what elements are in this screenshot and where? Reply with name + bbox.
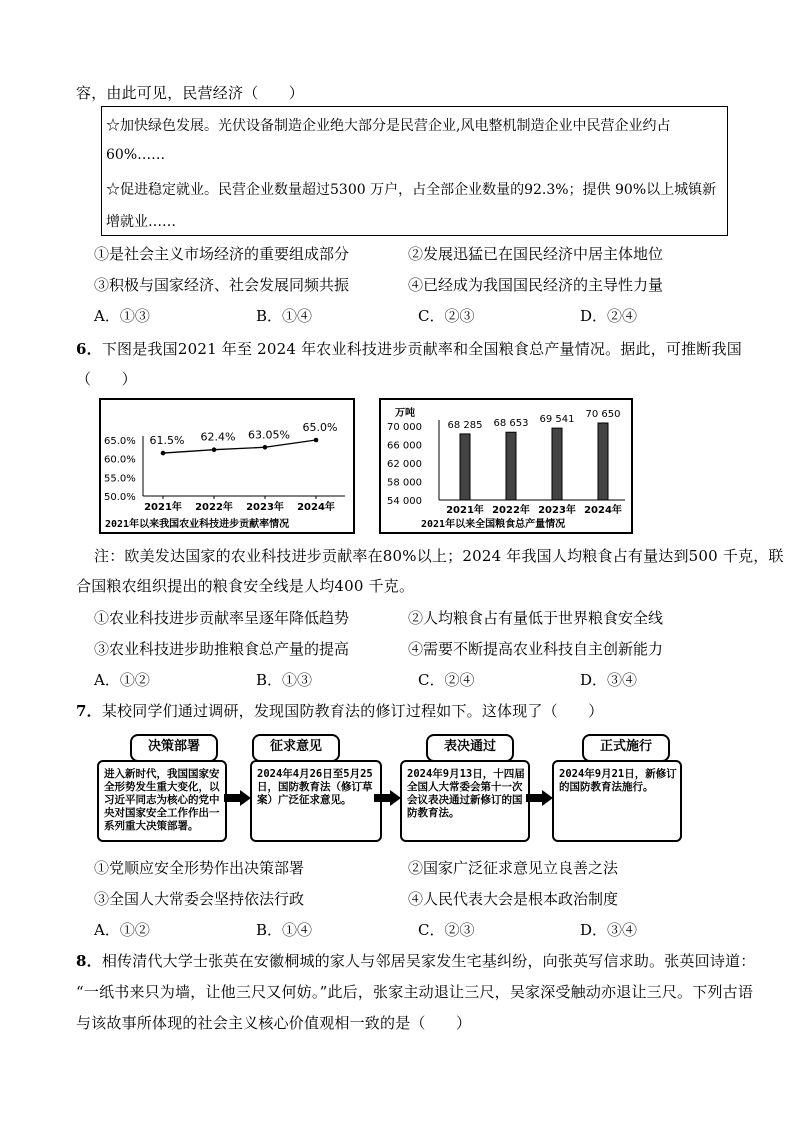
q7-choice-d[interactable]: D．③④ — [580, 921, 638, 939]
q6-statement: ③农业科技进步助推粮食总产量的提高 — [94, 640, 350, 658]
q6-choice-d[interactable]: D．③④ — [580, 671, 638, 689]
flow-title-consultation: 征求意见 — [252, 734, 340, 762]
q7-stem — [76, 700, 603, 721]
q6-number: 6． — [76, 340, 102, 358]
x-tick-label: 2023年 — [538, 505, 576, 516]
x-tick-label: 2024年 — [584, 505, 622, 516]
y-tick-label: 58 000 — [387, 477, 422, 489]
q7-choice-b[interactable]: B．①④ — [256, 921, 313, 939]
q8-number: 8． — [76, 952, 102, 970]
bar — [598, 423, 608, 500]
x-tick-label: 2021年 — [446, 505, 484, 516]
q8-line1: 相传清代大学士张英在安徽桐城的家人与邻居吴家发生宅基纠纷，向张英写信求助。张英回诗道： — [101, 952, 756, 970]
q5-material-box — [101, 106, 728, 236]
flow-text-consultation: 2024年4月26日至5月25日，国防教育法（修订草案）广泛征求意见。 — [257, 768, 373, 806]
x-tick-label: 2024年 — [297, 502, 335, 513]
x-tick-label: 2022年 — [195, 502, 233, 513]
data-label: 68 285 — [447, 419, 483, 431]
grain-output-chart — [379, 398, 633, 534]
q7-stem-text: 某校同学们通过调研，发现国防教育法的修订过程如下。这体现了（ ） — [101, 702, 604, 720]
chart-title: 2021年以来我国农业科技进步贡献率情况 — [105, 519, 290, 530]
y-tick-label: 62 000 — [387, 459, 422, 470]
q5-statement: ②发展迅猛已在国民经济中居主体地位 — [408, 245, 664, 263]
q7-number: 7． — [76, 702, 102, 720]
contribution-rate-svg — [101, 400, 353, 532]
q5-statement: ④已经成为我国国民经济的主导性力量 — [408, 276, 664, 294]
data-label: 69 541 — [539, 414, 575, 426]
flow-text-decision: 进入新时代，我国国家安全形势发生重大变化，以习近平同志为核心的党中央对国家安全工作作出一系列重大决策部署。 — [104, 768, 220, 832]
q6-stem-text: 下图是我国2021 年至 2024 年农业科技进步贡献率和全国粮食总产量情况。据此，可推断我国 — [101, 340, 742, 358]
y-tick-label: 55.0% — [104, 473, 136, 485]
q5-choice-b[interactable]: B．①④ — [256, 307, 313, 325]
bar — [506, 432, 516, 500]
y-tick-label: 70 000 — [387, 422, 422, 433]
data-label: 68 653 — [493, 418, 529, 430]
q5-choice-a[interactable]: A．①③ — [94, 307, 150, 325]
data-label: 61.5% — [149, 434, 185, 448]
flow-title-decision: 决策部署 — [130, 734, 218, 762]
q7-statement: ②国家广泛征求意见立良善之法 — [408, 859, 619, 877]
q6-statement: ①农业科技进步贡献率呈逐年降低趋势 — [94, 609, 350, 627]
q7-statement: ④人民代表大会是根本政治制度 — [408, 890, 619, 908]
q8-line3: 与该故事所体现的社会主义核心价值观相一致的是（ ） — [76, 1014, 472, 1032]
flow-title-vote: 表决通过 — [426, 734, 514, 762]
y-axis-label: 万吨 — [395, 408, 415, 419]
data-label: 70 650 — [585, 408, 621, 420]
q6-statement: ②人均粮食占有量低于世界粮食安全线 — [408, 609, 664, 627]
flow-arrow-icon — [224, 790, 252, 806]
q6-paren: （ ） — [76, 370, 137, 388]
q7-choice-c[interactable]: C．②③ — [418, 921, 475, 939]
q5-choice-d[interactable]: D．②④ — [580, 307, 638, 325]
q6-note-line1: 注：欧美发达国家的农业科技进步贡献率在80%以上；2024 年我国人均粮食占有量达到500 千克，联 — [94, 547, 784, 565]
q5-box-line: 60%…… — [106, 147, 166, 163]
q8-line2: “一纸书来只为墙，让他三尺又何妨。”此后，张家主动退让三尺，吴家深受触动亦退让三尺。下列古语 — [76, 983, 754, 1001]
x-tick-label: 2021年 — [144, 502, 182, 513]
y-tick-label: 66 000 — [387, 440, 422, 452]
flow-box-implementation — [552, 760, 682, 842]
data-label: 63.05% — [248, 428, 290, 442]
q6-choice-a[interactable]: A．①② — [94, 671, 150, 689]
chart-title: 2021年以来全国粮食总产量情况 — [421, 519, 566, 530]
data-label: 65.0% — [302, 421, 338, 434]
q6-statement: ④需要不断提高农业科技自主创新能力 — [408, 640, 664, 658]
contribution-rate-chart — [99, 398, 355, 534]
q5-statement: ③积极与国家经济、社会发展同频共振 — [94, 276, 350, 294]
flow-box-decision — [97, 760, 227, 842]
data-label: 62.4% — [200, 430, 236, 444]
series-line — [163, 440, 316, 453]
q6-stem — [76, 338, 742, 359]
grain-output-svg — [381, 400, 631, 532]
y-tick-label: 50.0% — [104, 492, 136, 503]
flow-text-implementation: 2024年9月21日，新修订的国防教育法施行。 — [559, 768, 677, 793]
q6-note-line2: 合国粮农组织提出的粮食安全线是人均400 千克。 — [76, 577, 415, 595]
q8-stem — [76, 950, 755, 971]
q6-choice-c[interactable]: C．②④ — [418, 671, 475, 689]
q5-box-line: ☆促进稳定就业。民营企业数量超过5300 万户，占全部企业数量的92.3%；提供 90%以上城镇新 — [106, 182, 717, 198]
flow-arrow-icon — [374, 790, 402, 806]
y-tick-label: 60.0% — [104, 454, 136, 466]
flow-text-vote: 2024年9月13日，十四届全国人大常委会第十一次会议表决通过新修订的国防教育法。 — [407, 768, 525, 819]
q5-box-line: ☆加快绿色发展。光伏设备制造企业绝大部分是民营企业,风电整机制造企业中民营企业约占 — [106, 118, 671, 134]
q5-statement: ①是社会主义市场经济的重要组成部分 — [94, 245, 350, 263]
flow-title-implementation: 正式施行 — [582, 734, 670, 762]
data-point — [212, 447, 217, 452]
x-tick-label: 2022年 — [492, 505, 530, 516]
y-tick-label: 54 000 — [387, 496, 422, 507]
bar — [460, 434, 470, 500]
data-point — [161, 451, 166, 456]
data-point — [314, 438, 319, 443]
q5-stem-end: 容，由此可见，民营经济（ ） — [76, 84, 305, 102]
x-tick-label: 2023年 — [246, 502, 284, 513]
q7-choice-a[interactable]: A．①② — [94, 921, 150, 939]
bar — [552, 428, 562, 500]
q6-choice-b[interactable]: B．①③ — [256, 671, 313, 689]
data-point — [263, 445, 268, 450]
flow-arrow-icon — [526, 790, 554, 806]
y-tick-label: 65.0% — [104, 436, 136, 447]
q5-box-line: 增就业…… — [106, 214, 176, 230]
q5-choice-c[interactable]: C．②③ — [418, 307, 475, 325]
q7-statement: ③全国人大常委会坚持依法行政 — [94, 890, 305, 908]
flow-box-consultation — [250, 760, 382, 842]
q7-statement: ①党顺应安全形势作出决策部署 — [94, 859, 305, 877]
flow-box-vote — [400, 760, 530, 842]
